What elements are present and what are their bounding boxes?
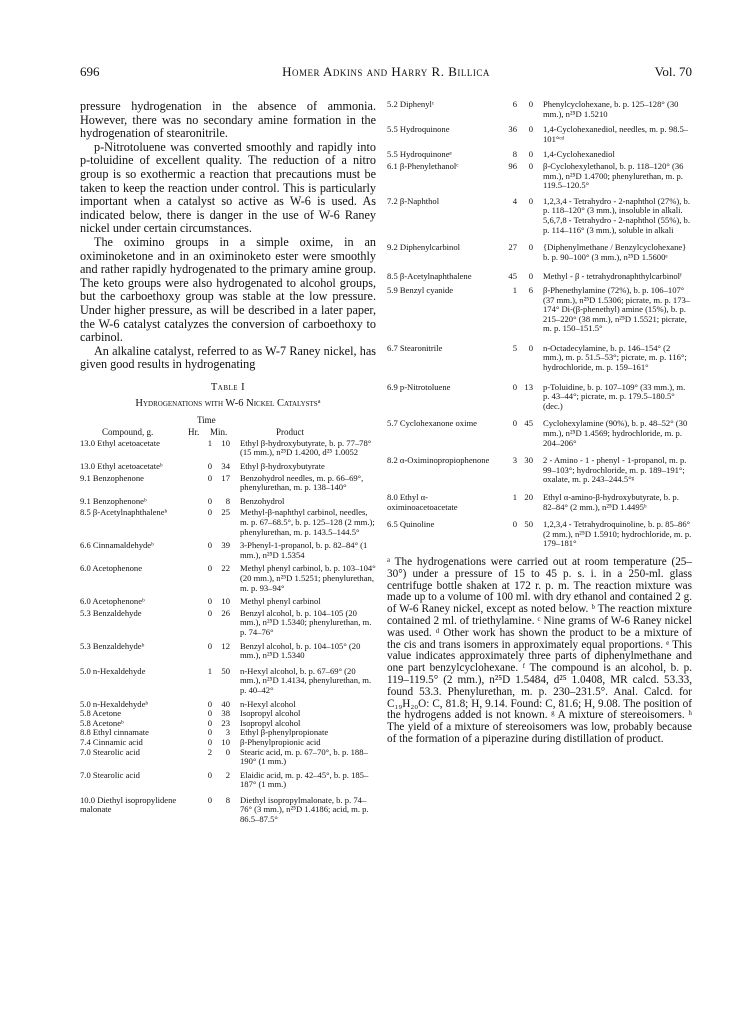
product-cell: Benzyl alcohol, b. p. 104–105° (20 mm.), n²⁵D 1.5340 — [240, 640, 361, 661]
compound-cell: 8.0 Ethyl α-oximinoacetoacetate — [387, 492, 458, 512]
product-cell: Methyl-β-naphthyl carbinol, needles, m. p. 67–68.5°, b. p. 125–128 (2 mm.); phenylurethan, m. p. 143.5–144.5° — [240, 507, 375, 537]
product-cell: Isopropyl alcohol — [240, 708, 301, 719]
table-caption: Table I — [210, 381, 246, 393]
product-cell: n-Hexyl alcohol, b. p. 67–69° (20 mm.), n²⁵D 1.4134, phenylurethan, m. p. 40–42° — [240, 665, 372, 695]
hours-cell: 0 — [207, 769, 212, 780]
product-cell: n-Hexyl alcohol — [240, 698, 296, 709]
compound-cell: 5.9 Benzyl cyanide — [387, 284, 454, 295]
minutes-cell: 30 — [524, 455, 533, 466]
table-row — [387, 197, 692, 235]
product-cell: Phenylcyclohexane, b. p. 125–128° (30 mm.), n²⁵D 1.5210 — [543, 99, 679, 119]
minutes-cell: 12 — [221, 640, 230, 651]
product-cell: Benzohydrol — [240, 495, 285, 506]
minutes-cell: 25 — [221, 507, 230, 518]
compound-cell: 6.7 Stearonitrile — [387, 342, 443, 353]
table-body-left — [80, 439, 376, 825]
hours-cell: 0 — [207, 507, 212, 518]
product-cell: Ethyl α-amino-β-hydroxybutyrate, b. p. 82–84° (2 mm.), n²⁵D 1.4495ʰ — [543, 492, 679, 512]
compound-cell: 5.8 Acetone — [80, 708, 122, 719]
compound-cell: 7.0 Stearolic acid — [80, 746, 140, 757]
col-min-header: Min. — [210, 426, 228, 437]
table-row — [80, 748, 376, 767]
minutes-cell: 26 — [221, 607, 230, 618]
product-cell: Stearic acid, m. p. 67–70°, b. p. 188–190° (1 mm.) — [240, 746, 368, 767]
minutes-cell: 6 — [528, 284, 533, 295]
table-row — [387, 520, 692, 549]
hours-cell: 1 — [207, 665, 212, 676]
compound-cell: 6.0 Acetophenoneᵇ — [80, 596, 145, 607]
compound-cell: 5.7 Cyclohexanone oxime — [387, 418, 477, 429]
hours-cell: 0 — [207, 607, 212, 618]
table-row — [387, 272, 692, 282]
product-cell: Isopropyl alcohol — [240, 717, 301, 728]
volume-label: Vol. 70 — [654, 64, 692, 79]
hours-cell: 45 — [508, 271, 517, 282]
col-hr-header: Hr. — [188, 426, 200, 437]
compound-cell: 5.0 n-Hexaldehydeᵇ — [80, 698, 149, 709]
body-paragraph: p-Nitrotoluene was converted smoothly and rapidly into p-toluidine of excellent quality. The reduction of a nitro group is so exothermic a reaction that precautions must be taken to keep the reaction under control. This is particularly important when a catalyst so active as W-6 is used. As indicated below, there is danger in the use of W-6 Raney nickel under certain circumstances. — [80, 139, 376, 236]
hours-cell: 0 — [207, 461, 212, 472]
compound-cell: 6.0 Acetophenone — [80, 563, 143, 574]
table-row — [387, 456, 692, 485]
product-cell: 1,4-Cyclohexanediol, needles, m. p. 98.5–101°ᶜᵈ — [543, 124, 689, 144]
compound-cell: 6.9 p-Nitrotoluene — [387, 381, 451, 392]
compound-cell: 7.4 Cinnamic acid — [80, 736, 143, 747]
hours-cell: 27 — [508, 242, 517, 253]
minutes-cell: 0 — [528, 242, 533, 253]
product-cell: Ethyl β-phenylpropionate — [240, 727, 329, 738]
table-row — [80, 439, 376, 458]
minutes-cell: 45 — [524, 418, 533, 429]
product-cell: p-Toluidine, b. p. 107–109° (33 mm.), m. p. 43–44°; picrate, m. p. 179.5–180.5° (dec.) — [543, 381, 686, 411]
table-row — [80, 541, 376, 560]
hours-cell: 0 — [207, 563, 212, 574]
hours-cell: 0 — [512, 519, 517, 530]
table-row — [387, 493, 692, 512]
compound-cell: 5.2 Diphenylᶜ — [387, 99, 435, 109]
hours-cell: 0 — [207, 736, 212, 747]
compound-cell: 8.2 α-Oximinopropiophenone — [387, 455, 490, 466]
table-header — [80, 413, 376, 439]
compound-cell: 6.6 Cinnamaldehydeᵇ — [80, 540, 154, 551]
hours-cell: 1 — [207, 437, 212, 448]
product-cell: Methyl phenyl carbinol, b. p. 103–104° (20 mm.), n²⁵D 1.5251; phenylurethan, m. p. 93–94° — [240, 563, 376, 593]
right-column — [387, 100, 692, 746]
minutes-cell: 0 — [528, 99, 533, 109]
compound-cell: 13.0 Ethyl acetoacetate — [80, 437, 160, 448]
hours-cell: 0 — [207, 708, 212, 719]
minutes-cell: 0 — [225, 746, 230, 757]
hours-cell: 0 — [207, 717, 212, 728]
minutes-cell: 10 — [221, 437, 230, 448]
minutes-cell: 3 — [225, 727, 230, 738]
table-row — [80, 462, 376, 472]
running-title: Homer Adkins and Harry R. Billica — [282, 64, 490, 79]
hours-cell: 4 — [512, 195, 517, 206]
product-cell: 1,4-Cyclohexanediol — [543, 149, 615, 160]
table-row — [387, 100, 692, 119]
product-cell: β-Phenethylamine (72%), b. p. 106–107° (37 mm.), n²⁵D 1.5306; picrate, m. p. 173–174° Di-(β-phenethyl) amine (15%), b. p. 215–220° (38 mm.), n²⁵D 1.5521; picrate, m. p. 150–151.5° — [543, 284, 691, 334]
table-row — [80, 497, 376, 507]
product-cell: Ethyl β-hydroxybutyrate, b. p. 77–78° (15 mm.), n²⁵D 1.4200, d²⁵ 1.0052 — [240, 437, 372, 458]
table-row — [80, 597, 376, 607]
compound-cell: 6.5 Quinoline — [387, 519, 435, 530]
minutes-cell: 0 — [528, 149, 533, 160]
table-row — [80, 564, 376, 593]
table-row — [387, 383, 692, 412]
product-cell: Methyl phenyl carbinol — [240, 596, 321, 607]
minutes-cell: 40 — [221, 698, 230, 709]
product-cell: β-Cyclohexylethanol, b. p. 118–120° (36 mm.), n²⁵D 1.4700; phenylurethan, m. p. 119.5–120.5° — [543, 160, 684, 191]
hours-cell: 0 — [207, 472, 212, 483]
table-row — [387, 150, 692, 160]
minutes-cell: 23 — [221, 717, 230, 728]
compound-cell: 5.3 Benzaldehyde — [80, 607, 142, 618]
product-cell: {Diphenylmethane / Benzylcyclohexane} b. p. 90–100° (3 mm.), n²⁵D 1.5600ᵉ — [543, 242, 687, 262]
minutes-cell: 0 — [528, 271, 533, 282]
minutes-cell: 10 — [221, 736, 230, 747]
minutes-cell: 17 — [221, 472, 230, 483]
product-cell: Diethyl isopropylmalonate, b. p. 74–76° (3 mm.), n²⁵D 1.4186; acid, m. p. 86.5–87.5° — [240, 794, 369, 825]
table-row — [387, 162, 692, 191]
product-cell: Benzyl alcohol, b. p. 104–105 (20 mm.), n²⁵D 1.5340; phenylurethan, m. p. 74–76° — [240, 607, 372, 637]
compound-cell: 9.1 Benzophenone — [80, 472, 144, 483]
table-row — [80, 796, 376, 825]
minutes-cell: 8 — [225, 495, 230, 506]
body-paragraph: pressure hydrogenation in the absence of ammonia. However, there was no secondary amine formation in the hydrogenation of stearonitrile. — [80, 99, 376, 141]
hours-cell: 0 — [512, 381, 517, 392]
minutes-cell: 0 — [528, 160, 533, 171]
table-row — [387, 419, 692, 448]
minutes-cell: 39 — [221, 540, 230, 551]
table-row — [80, 642, 376, 661]
product-cell: n-Octadecylamine, b. p. 146–154° (2 mm.), m. p. 51.5–53°; picrate, m. p. 116°; hydrochloride, m. p. 159–161° — [543, 342, 687, 373]
product-cell: 1,2,3,4 - Tetrahydro - 2-naphthol (27%), b. p. 118–120° (3 mm.), insoluble in alkali. 5,6,7,8 - Tetrahydro - 2-naphthol (55%), b. p. 114–116° (3 mm.), soluble in alkali — [543, 195, 690, 235]
col-time-header: Time — [197, 414, 216, 425]
product-cell: Methyl - β - tetrahydronaphthylcarbinolᶠ — [543, 271, 682, 282]
compound-cell: 9.2 Diphenylcarbinol — [387, 242, 461, 253]
product-cell: Ethyl β-hydroxybutyrate — [240, 461, 325, 472]
compound-cell: 7.2 β-Naphthol — [387, 195, 440, 206]
table-row — [80, 771, 376, 790]
minutes-cell: 2 — [225, 769, 230, 780]
body-paragraph: An alkaline catalyst, referred to as W-7 Raney nickel, has given good results in hydrogenating — [80, 343, 376, 372]
minutes-cell: 38 — [221, 708, 230, 719]
product-cell: 2 - Amino - 1 - phenyl - 1-propanol, m. p. 99–103°; hydrochloride, m. p. 189–191°; oxalate, m. p. 243–244.5°ᵍ — [543, 455, 687, 485]
table-row — [80, 667, 376, 696]
hours-cell: 1 — [512, 284, 517, 295]
compound-cell: 5.3 Benzaldehydeᵇ — [80, 640, 145, 651]
compound-cell: 8.5 β-Acetylnaphthaleneᵇ — [80, 507, 168, 518]
hours-cell: 2 — [207, 746, 212, 757]
compound-cell: 5.5 Hydroquinone — [387, 124, 450, 135]
table-row — [80, 609, 376, 638]
hours-cell: 1 — [512, 492, 517, 502]
hours-cell: 96 — [508, 160, 517, 171]
hours-cell: 0 — [207, 495, 212, 506]
hours-cell: 5 — [512, 342, 517, 353]
compound-cell: 5.5 Hydroquinoneᵉ — [387, 149, 452, 160]
hours-cell: 0 — [207, 596, 212, 607]
compound-cell: 6.1 β-Phenylethanolᶜ — [387, 160, 459, 171]
hours-cell: 36 — [508, 124, 517, 135]
minutes-cell: 20 — [524, 492, 533, 502]
hours-cell: 6 — [512, 99, 517, 109]
hours-cell: 0 — [207, 698, 212, 709]
hours-cell: 3 — [512, 455, 517, 466]
product-cell: Benzohydrol needles, m. p. 66–69°, phenylurethan, m. p. 138–140° — [240, 472, 364, 493]
table-row — [387, 344, 692, 373]
table-footnotes: ᵃ The hydrogenations were carried out at room temperature (25–30°) under a pressure of 15 to 45 p. s. i. in a 250-ml. glass centrifuge bottle shaken at 172 r. p. m. The reaction mixture was made up to a volume of 100 ml. with dry ethanol and contained 2 g. of W-6 Raney nickel, except as noted below. ᵇ The reaction mixture contained 2 ml. of triethylamine. ᶜ Nine grams of W-6 Raney nickel was used. ᵈ Other work has shown the product to be a mixture of the cis and trans isomers in approximately equal proportions. ᵉ This value indicates approximately three parts of diphenylmethane and one part benzylcyclohexane. ᶠ The compound is an alcohol, b. p. 119–119.5° (2 mm.), n²⁵D 1.5484, d²⁵ 1.0408, MR calcd. 53.33, found 53.3. Phenylurethan, m. p. 230–231.5°. Anal. Calcd. for C₁₉H₂₀O: C, 81.8; H, 9.14. Found: C, 81.6; H, 9.08. The position of the hydrogens added is not known. ᵍ A mixture of stereoisomers. ʰ The yield of a mixture of stereoisomers was low, probably because of the formation of a piperazine during distillation of product. — [387, 555, 692, 745]
product-cell: 1,2,3,4 - Tetrahydroquinoline, b. p. 85–86° (2 mm.), n²⁵D 1.5910; hydrochloride, m. p. 179–181° — [543, 519, 692, 549]
page-number: 696 — [80, 64, 100, 79]
compound-cell: 7.0 Stearolic acid — [80, 769, 140, 780]
table-row — [387, 125, 692, 144]
minutes-cell: 10 — [221, 596, 230, 607]
table-row — [387, 243, 692, 262]
minutes-cell: 22 — [221, 563, 230, 574]
compound-cell: 13.0 Ethyl acetoacetateᵇ — [80, 461, 163, 472]
product-cell: Elaidic acid, m. p. 42–45°, b. p. 185–187° (1 mm.) — [240, 769, 369, 790]
product-cell: Cyclohexylamine (90%), b. p. 48–52° (30 mm.), n²⁵D 1.4569; hydrochloride, m. p. 204–206° — [543, 418, 688, 448]
page-header — [80, 64, 692, 80]
product-cell: β-Phenylpropionic acid — [240, 736, 321, 747]
minutes-cell: 13 — [524, 381, 533, 392]
compound-cell: 5.0 n-Hexaldehyde — [80, 665, 146, 676]
hours-cell: 0 — [207, 540, 212, 551]
minutes-cell: 0 — [528, 342, 533, 353]
col-product-header: Product — [276, 426, 304, 437]
hours-cell: 8 — [512, 149, 517, 160]
body-paragraph: The oximino groups in a simple oxime, in an oximinoketone and in an oximinoketo ester were smoothly and rather rapidly hydrogenated to the primary amine group. The keto groups were also hydrogenated to alcohol groups, but the carboethoxy group was stable at the low pressure. Under higher pressure, as will be described in a later paper, the W-6 catalyst catalyzes the conversion of carboethoxy to carbinol. — [80, 234, 376, 345]
hours-cell: 0 — [512, 418, 517, 429]
table-body-right — [387, 100, 692, 549]
hours-cell: 0 — [207, 727, 212, 738]
minutes-cell: 0 — [528, 124, 533, 135]
product-cell: 3-Phenyl-1-propanol, b. p. 82–84° (1 mm.), n²⁵D 1.5354 — [240, 540, 368, 560]
table-title: Hydrogenations with W-6 Nickel Catalystsᵃ — [135, 397, 321, 409]
table-row — [80, 474, 376, 493]
minutes-cell: 50 — [221, 665, 230, 676]
left-column — [80, 100, 376, 825]
compound-cell: 5.8 Acetoneᵇ — [80, 717, 124, 728]
table-row — [80, 508, 376, 537]
minutes-cell: 8 — [225, 794, 230, 805]
hours-cell: 0 — [207, 794, 212, 805]
table-row — [387, 286, 692, 334]
minutes-cell: 34 — [221, 461, 230, 472]
col-compound-header: Compound, g. — [102, 426, 154, 437]
compound-cell: 9.1 Benzophenoneᵇ — [80, 495, 147, 506]
compound-cell: 8.5 β-Acetylnaphthalene — [387, 271, 472, 282]
hours-cell: 0 — [207, 640, 212, 651]
minutes-cell: 0 — [528, 195, 533, 206]
minutes-cell: 50 — [524, 519, 533, 530]
compound-cell: 8.8 Ethyl cinnamate — [80, 727, 149, 738]
compound-cell: 10.0 Diethyl isopropylidene malonate — [80, 794, 177, 815]
